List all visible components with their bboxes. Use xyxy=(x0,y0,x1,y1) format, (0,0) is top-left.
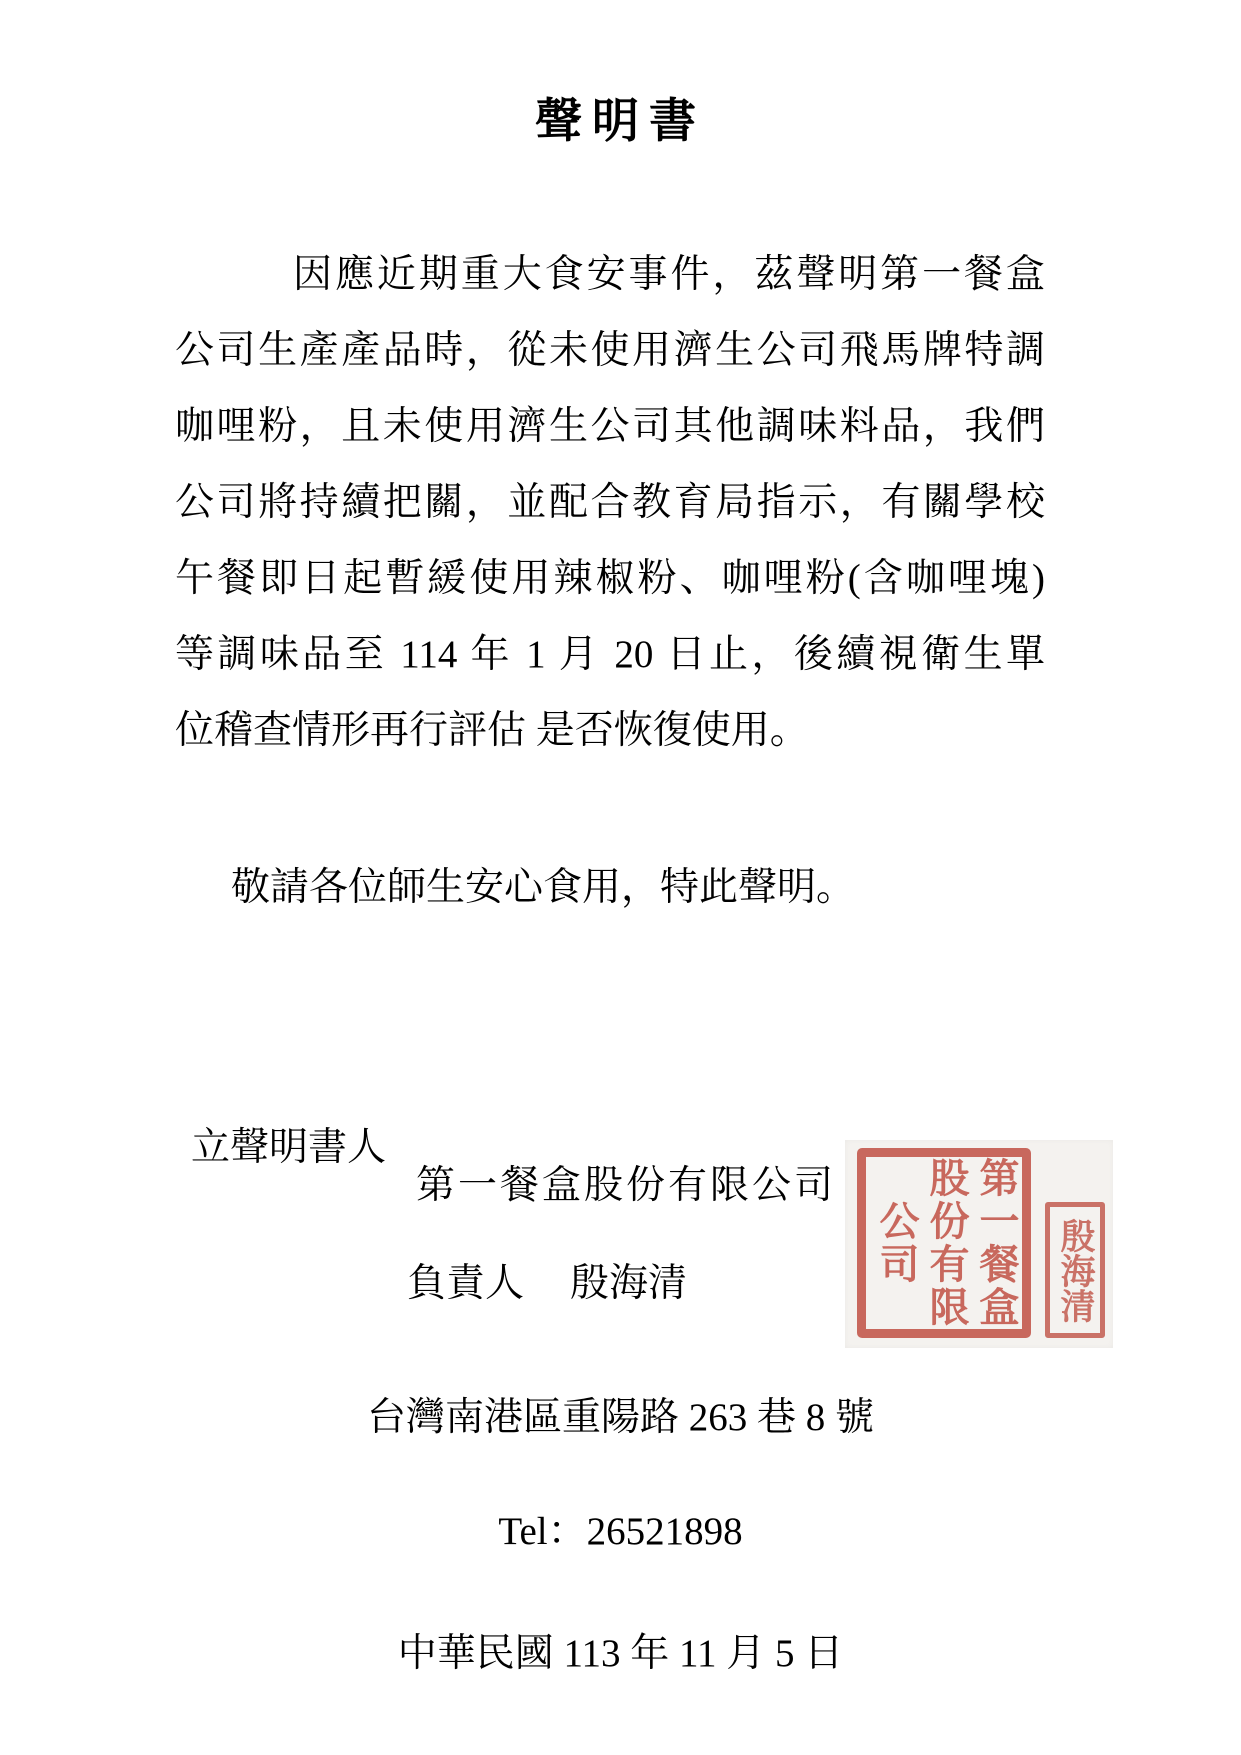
body-line-5: 午餐即日起暫緩使用辣椒粉、咖哩粉(含咖哩塊) xyxy=(175,557,1045,600)
company-telephone: Tel：26521898 xyxy=(498,1510,743,1553)
body-line-1: 因應近期重大食安事件，茲聲明第一餐盒 xyxy=(293,253,1045,296)
company-address: 台灣南港區重陽路 263 巷 8 號 xyxy=(366,1396,874,1439)
document-date: 中華民國 113 年 11 月 5 日 xyxy=(397,1632,844,1675)
declarer-label: 立聲明書人 xyxy=(191,1126,387,1169)
body-line-3: 咖哩粉，且未使用濟生公司其他調味料品，我們 xyxy=(175,405,1045,448)
document-title: 聲明書 xyxy=(535,96,706,148)
company-seal-stamp: 第一餐盒股份有限公司 xyxy=(857,1148,1031,1338)
body-line-7: 位稽查情形再行評估 是否恢復使用。 xyxy=(175,709,809,752)
body-line-6: 等調味品至 114 年 1 月 20 日止，後續視衛生單 xyxy=(175,633,1045,676)
responsible-person-line xyxy=(407,1258,687,1310)
closing-statement: 敬請各位師生安心食用，特此聲明。 xyxy=(231,866,856,909)
company-name: 第一餐盒股份有限公司 xyxy=(416,1164,837,1207)
responsible-person-name: 殷海清 xyxy=(570,1262,688,1305)
body-line-4: 公司將持續把關，並配合教育局指示，有關學校 xyxy=(175,481,1045,524)
declaration-body-paragraph xyxy=(175,237,1045,769)
responsible-person-label: 負責人 xyxy=(407,1262,525,1305)
body-line-2: 公司生產產品時，從未使用濟生公司飛馬牌特調 xyxy=(175,329,1045,372)
seal-stamps-photo xyxy=(845,1140,1113,1348)
personal-name-seal-stamp: 殷海清 xyxy=(1045,1202,1105,1338)
